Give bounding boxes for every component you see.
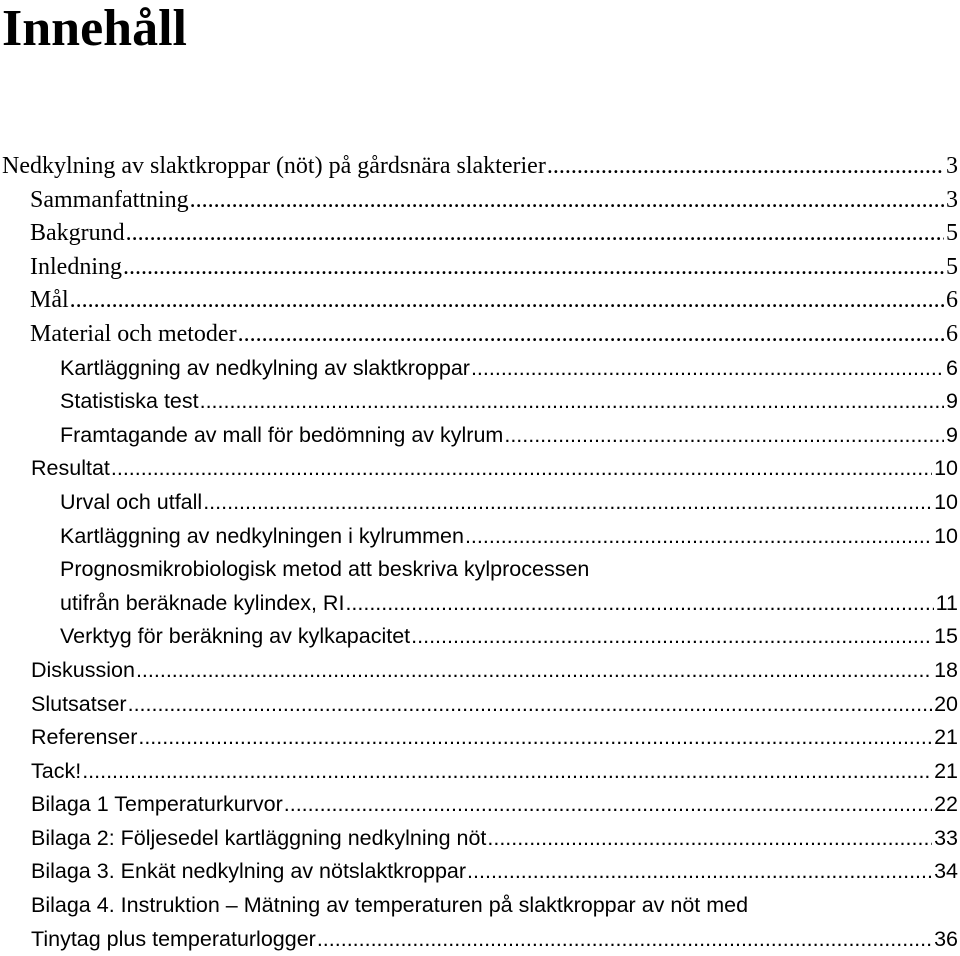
toc-page-number: 6 bbox=[946, 287, 958, 314]
toc-entry-label-continued: utifrån beräknade kylindex, RI bbox=[60, 590, 345, 615]
toc-entry-row bbox=[30, 251, 958, 285]
toc-entry[interactable] bbox=[31, 822, 958, 856]
toc-entry[interactable] bbox=[31, 654, 958, 688]
table-of-contents bbox=[0, 150, 958, 956]
toc-entry-label: Framtagande av mall för bedömning av kylrum bbox=[60, 422, 504, 447]
toc-entry-label: Tack! bbox=[31, 758, 82, 783]
toc-entry-label: Urval och utfall bbox=[60, 489, 203, 514]
dot-leader bbox=[467, 855, 932, 889]
toc-entry[interactable] bbox=[31, 721, 958, 755]
toc-entry[interactable] bbox=[31, 452, 958, 486]
toc-entry-label: Bilaga 2: Följesedel kartläggning nedkylning nöt bbox=[31, 825, 487, 850]
toc-page-number: 10 bbox=[934, 489, 958, 514]
toc-entry-label: Kartläggning av nedkylning av slaktkroppar bbox=[60, 355, 470, 380]
toc-entry-row bbox=[60, 352, 958, 386]
toc-page-number: 21 bbox=[934, 758, 958, 783]
toc-entry-label: Bilaga 1 Temperaturkurvor bbox=[31, 792, 283, 817]
toc-entry[interactable] bbox=[31, 688, 958, 722]
toc-entry-label: Nedkylning av slaktkroppar (nöt) på gårdsnära slakterier bbox=[2, 153, 546, 179]
dot-leader bbox=[136, 654, 932, 688]
dot-leader bbox=[190, 184, 944, 218]
toc-entry[interactable] bbox=[31, 755, 958, 789]
toc-entry-label: Inledning bbox=[30, 253, 122, 280]
toc-entry-label-continued: Tinytag plus temperaturlogger bbox=[31, 926, 316, 951]
toc-entry-label: Bilaga 3. Enkät nedkylning av nötslaktkroppar bbox=[31, 859, 467, 884]
toc-entry-row bbox=[31, 452, 958, 486]
dot-leader bbox=[111, 452, 932, 486]
toc-entry-label: Bilaga 4. Instruktion – Mätning av temperaturen på slaktkroppar av nöt med bbox=[31, 893, 749, 918]
toc-page-number: 15 bbox=[934, 624, 958, 649]
toc-page-number: 6 bbox=[946, 355, 958, 380]
toc-page-number: 3 bbox=[946, 153, 958, 179]
toc-page-number: 36 bbox=[934, 926, 958, 951]
toc-entry-row bbox=[31, 822, 958, 856]
toc-page-number: 22 bbox=[934, 792, 958, 817]
toc-entry-row bbox=[2, 150, 958, 184]
dot-leader bbox=[200, 385, 944, 419]
toc-entry-row bbox=[60, 587, 958, 621]
toc-entry[interactable] bbox=[31, 855, 958, 889]
dot-leader bbox=[504, 419, 944, 453]
toc-entry[interactable] bbox=[60, 419, 958, 453]
toc-entry-label: Verktyg för beräkning av kylkapacitet bbox=[60, 624, 411, 649]
toc-entry[interactable] bbox=[60, 385, 958, 419]
dot-leader bbox=[471, 352, 944, 386]
toc-entry-row bbox=[31, 923, 958, 956]
toc-entry-label: Prognosmikrobiologisk metod att beskriva kylprocessen bbox=[60, 557, 590, 582]
toc-entry-label: Slutsatser bbox=[31, 691, 127, 716]
toc-entry-label: Kartläggning av nedkylningen i kylrummen bbox=[60, 523, 464, 548]
toc-entry-row bbox=[30, 284, 958, 318]
toc-entry-row bbox=[60, 620, 958, 654]
toc-page-number: 18 bbox=[934, 657, 958, 682]
toc-entry[interactable] bbox=[60, 553, 958, 620]
toc-entry-row bbox=[31, 788, 958, 822]
toc-entry[interactable] bbox=[30, 284, 958, 318]
toc-page-number: 10 bbox=[934, 456, 958, 481]
toc-entry-row bbox=[30, 217, 958, 251]
toc-page-number: 21 bbox=[934, 725, 958, 750]
toc-entry[interactable] bbox=[31, 889, 958, 956]
toc-entry[interactable] bbox=[2, 150, 958, 184]
toc-entry-row bbox=[30, 184, 958, 218]
toc-entry-row bbox=[31, 755, 958, 789]
toc-entry[interactable] bbox=[60, 620, 958, 654]
dot-leader bbox=[284, 788, 932, 822]
dot-leader bbox=[411, 620, 932, 654]
toc-page-number: 9 bbox=[946, 422, 958, 447]
toc-entry-label: Mål bbox=[30, 287, 69, 314]
dot-leader bbox=[547, 150, 944, 184]
toc-page-number: 5 bbox=[946, 220, 958, 247]
toc-page-number: 5 bbox=[946, 253, 958, 280]
toc-entry-row bbox=[31, 721, 958, 755]
toc-entry[interactable] bbox=[60, 520, 958, 554]
toc-page-number: 34 bbox=[934, 859, 958, 884]
toc-entry-row bbox=[31, 855, 958, 889]
toc-entry-row bbox=[60, 419, 958, 453]
toc-page-number: 3 bbox=[946, 186, 958, 213]
dot-leader bbox=[138, 721, 932, 755]
toc-entry-label: Resultat bbox=[31, 456, 110, 481]
dot-leader bbox=[317, 923, 932, 956]
toc-page-number: 33 bbox=[934, 825, 958, 850]
page-title: Innehåll bbox=[2, 0, 187, 57]
toc-entry-row bbox=[31, 688, 958, 722]
dot-leader bbox=[345, 587, 933, 621]
toc-entry-label: Bakgrund bbox=[30, 220, 125, 247]
toc-entry-label: Material och metoder bbox=[30, 320, 237, 347]
toc-page-number: 9 bbox=[946, 389, 958, 414]
dot-leader bbox=[126, 217, 944, 251]
toc-entry-label: Referenser bbox=[31, 725, 138, 750]
toc-entry-row bbox=[31, 654, 958, 688]
toc-entry-label: Diskussion bbox=[31, 657, 135, 682]
toc-entry-row bbox=[60, 486, 958, 520]
dot-leader bbox=[465, 520, 932, 554]
toc-page-number: 11 bbox=[935, 590, 958, 615]
toc-entry[interactable] bbox=[30, 251, 958, 285]
dot-leader bbox=[128, 688, 932, 722]
toc-entry-row bbox=[30, 318, 958, 352]
toc-entry[interactable] bbox=[30, 217, 958, 251]
toc-entry[interactable] bbox=[30, 184, 958, 218]
toc-entry[interactable] bbox=[60, 352, 958, 386]
toc-page-number: 10 bbox=[934, 523, 958, 548]
toc-entry[interactable] bbox=[60, 486, 958, 520]
toc-entry-row bbox=[60, 385, 958, 419]
dot-leader bbox=[82, 755, 932, 789]
toc-page-number: 6 bbox=[946, 320, 958, 347]
dot-leader bbox=[487, 822, 932, 856]
toc-entry-label: Sammanfattning bbox=[30, 186, 189, 213]
dot-leader bbox=[238, 318, 944, 352]
toc-entry-label: Statistiska test bbox=[60, 389, 199, 414]
toc-page-number: 20 bbox=[934, 691, 958, 716]
dot-leader bbox=[203, 486, 932, 520]
dot-leader bbox=[123, 251, 944, 285]
dot-leader bbox=[70, 284, 944, 318]
toc-entry-row bbox=[60, 520, 958, 554]
toc-entry[interactable] bbox=[30, 318, 958, 352]
toc-entry[interactable] bbox=[31, 788, 958, 822]
